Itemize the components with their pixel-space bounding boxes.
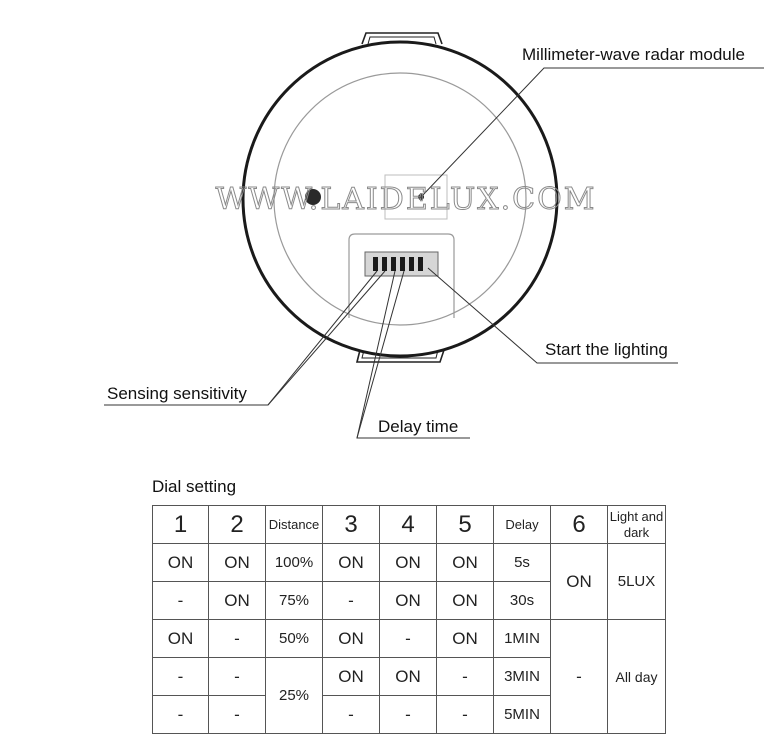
cell-light-allday: All day	[608, 620, 666, 734]
cell-r2-s1: -	[153, 582, 209, 620]
cell-r5-s3: -	[323, 696, 380, 734]
cell-r1-s5: ON	[437, 544, 494, 582]
dial-setting-table	[152, 505, 666, 734]
header-delay: Delay	[494, 506, 551, 544]
delay-time-label: Delay time	[378, 417, 459, 436]
cell-r4-s4: ON	[380, 658, 437, 696]
cell-r5-delay: 5MIN	[494, 696, 551, 734]
header-switch-6: 6	[551, 506, 608, 544]
sensing-sensitivity-label: Sensing sensitivity	[107, 384, 247, 403]
cell-r1-delay: 5s	[494, 544, 551, 582]
cell-r1-s4: ON	[380, 544, 437, 582]
radar-module-label: Millimeter-wave radar module	[522, 45, 745, 64]
cell-r4-s2: -	[209, 658, 266, 696]
watermark: WWW.LAIDELUX.COM	[215, 182, 597, 217]
cell-r3-distance: 50%	[266, 620, 323, 658]
cell-switch6-off: -	[551, 620, 608, 734]
cell-r1-distance: 100%	[266, 544, 323, 582]
cell-r2-s5: ON	[437, 582, 494, 620]
header-light-dark: Light and dark	[608, 506, 666, 544]
cell-r3-s2: -	[209, 620, 266, 658]
table-row	[153, 620, 666, 658]
cell-r2-s3: -	[323, 582, 380, 620]
header-switch-4: 4	[380, 506, 437, 544]
cell-r2-distance: 75%	[266, 582, 323, 620]
start-lighting-label: Start the lighting	[545, 340, 668, 359]
cell-r4-s1: -	[153, 658, 209, 696]
cell-r4-s5: -	[437, 658, 494, 696]
cell-r2-s2: ON	[209, 582, 266, 620]
cell-r5-s4: -	[380, 696, 437, 734]
header-row	[153, 506, 666, 544]
cell-r5-s5: -	[437, 696, 494, 734]
cell-light-5lux: 5LUX	[608, 544, 666, 620]
cell-r3-s3: ON	[323, 620, 380, 658]
header-switch-1: 1	[153, 506, 209, 544]
cell-r5-s1: -	[153, 696, 209, 734]
cell-r4-delay: 3MIN	[494, 658, 551, 696]
table-row	[153, 544, 666, 582]
cell-r1-s1: ON	[153, 544, 209, 582]
cell-r1-s3: ON	[323, 544, 380, 582]
header-switch-2: 2	[209, 506, 266, 544]
header-switch-3: 3	[323, 506, 380, 544]
cell-switch6-on: ON	[551, 544, 608, 620]
header-distance: Distance	[266, 506, 323, 544]
dial-setting-title: Dial setting	[152, 477, 237, 496]
cell-r3-s1: ON	[153, 620, 209, 658]
cell-r2-delay: 30s	[494, 582, 551, 620]
cell-r3-delay: 1MIN	[494, 620, 551, 658]
cell-r5-s2: -	[209, 696, 266, 734]
cell-r3-s4: -	[380, 620, 437, 658]
cell-r2-s4: ON	[380, 582, 437, 620]
cell-r1-s2: ON	[209, 544, 266, 582]
cell-r3-s5: ON	[437, 620, 494, 658]
cell-distance-25: 25%	[266, 658, 323, 734]
header-switch-5: 5	[437, 506, 494, 544]
cell-r4-s3: ON	[323, 658, 380, 696]
